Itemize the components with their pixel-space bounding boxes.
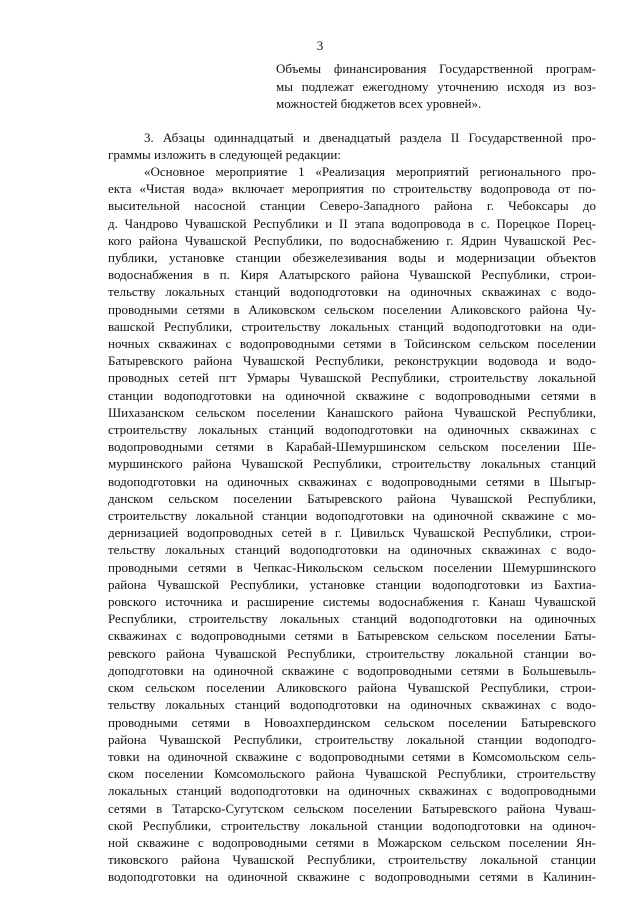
text-line: проводными сетями в Чепкас-Никольском сельском поселении Шемуршинского bbox=[108, 559, 596, 575]
text-line: вашской Республики, строительству локальных станций водоподготовки на оди- bbox=[108, 318, 596, 334]
text-line: района Чувашской Республики, строительству локальной станции водоподго- bbox=[108, 731, 596, 747]
text-line: тельству локальных станций водоподготовки на одиночных скважинах с водо- bbox=[108, 284, 596, 300]
text-line: Республики, строительству локальных станций водоподготовки на одиночных bbox=[108, 611, 596, 627]
text-line: публики, установке станции обезжелезивания воды и модернизации объектов bbox=[108, 250, 596, 266]
text-line: скважинах с водопроводными сетями в Батыревском сельском поселении Баты- bbox=[108, 628, 596, 644]
quoted-paragraph bbox=[276, 60, 596, 113]
text-line: тельству локальных станций водоподготовки на одиночных скважинах с водо- bbox=[108, 542, 596, 558]
text-line: станции водоподготовки на одиночной скважине с водопроводными сетями в bbox=[108, 387, 596, 403]
text-line: ском сельском поселении Аликовского района Чувашской Республики, строи- bbox=[108, 680, 596, 696]
text-line: водоподготовки на одиночных скважинах с водопроводными сетями в Шыгыр- bbox=[108, 473, 596, 489]
text-line: локальных станций водоподготовки на одиночных скважинах с водопроводными bbox=[108, 783, 596, 799]
text-line: проводных сетей пгт Урмары Чувашской Республики, строительству локальной bbox=[108, 370, 596, 386]
text-line: Батыревского района Чувашской Республики, реконструкции водовода и водо- bbox=[108, 353, 596, 369]
text-line: ревского района Чувашской Республики, строительству локальной станции во- bbox=[108, 645, 596, 661]
text-line: проводными сетями в Новоахпердинском сельском поселении Батыревского bbox=[108, 714, 596, 730]
text-line: проводными сетями в Аликовском сельском поселении Аликовского района Чу- bbox=[108, 301, 596, 317]
text-line: ночных скважинах с водопроводными сетями в Тойсинском сельском поселении bbox=[108, 336, 596, 352]
text-line: доподготовки на одиночной скважине с водопроводными сетями в Большевыль- bbox=[108, 662, 596, 678]
text-line: данском сельском поселении Батыревского района Чувашской Республики, bbox=[108, 490, 596, 506]
text-line: водопроводными сетями в Карабай-Шемуршинском сельском поселении Ше- bbox=[108, 439, 596, 455]
text-line: можностей бюджетов всех уровней». bbox=[276, 96, 482, 111]
text-line: «Основное мероприятие 1 «Реализация мероприятий регионального про- bbox=[144, 164, 596, 179]
text-line: 3. Абзацы одиннадцатый и двенадцатый раздела II Государственной про- bbox=[144, 130, 596, 145]
text-line: строительству локальной станции водоподготовки на одиночной скважине с мо- bbox=[108, 508, 596, 524]
intro-paragraph bbox=[108, 129, 596, 163]
text-line: тиковского района Чувашской Республики, строительству локальной станции bbox=[108, 852, 596, 868]
page-number: 3 bbox=[316, 38, 324, 53]
text-line: высительной насосной станции Северо-Западного района г. Чебоксары до bbox=[108, 198, 596, 214]
text-line: мы подлежат ежегодному уточнению исходя из воз- bbox=[276, 78, 596, 94]
text-line: строительству локальных станций водоподготовки на одиночных скважинах с bbox=[108, 422, 596, 438]
text-line: ровского источника и расширение системы водоснабжения г. Канаш Чувашской bbox=[108, 594, 596, 610]
text-line: муршинского района Чувашской Республики, строительству локальных станций bbox=[108, 456, 596, 472]
text-line: водоснабжения в п. Киря Алатырского района Чувашской Республики, строи- bbox=[108, 267, 596, 283]
text-line: ской Республики, строительству локальной станции водоподготовки на одиноч- bbox=[108, 817, 596, 833]
text-line: Шихазанском сельском поселении Канашского района Чувашской Республики, bbox=[108, 404, 596, 420]
text-line: Объемы финансирования Государственной програм- bbox=[276, 61, 596, 76]
text-line: водоподготовки на одиночной скважине с водопроводными сетями в Калинин- bbox=[108, 869, 596, 885]
text-line: района Чувашской Республики, установке станции водоподготовки из Бахтиа- bbox=[108, 576, 596, 592]
text-line: кого района Чувашской Республики, по водоснабжению г. Ядрин Чувашской Рес- bbox=[108, 232, 596, 248]
text-line: сетями в Татарско-Сугутском сельском поселении Батыревского района Чуваш- bbox=[108, 800, 596, 816]
text-line: граммы изложить в следующей редакции: bbox=[108, 147, 341, 162]
main-paragraph bbox=[108, 163, 596, 886]
text-line: д. Чандрово Чувашской Республики и II этапа водопровода в с. Порецкое Порец- bbox=[108, 215, 596, 231]
text-line: товки на одиночной скважине с водопроводными сетями в Комсомольском сель- bbox=[108, 748, 596, 764]
text-line: ском поселении Комсомольского района Чувашской Республики, строительству bbox=[108, 766, 596, 782]
text-line: екта «Чистая вода» включает мероприятия по строительству водопровода от по- bbox=[108, 181, 596, 197]
text-line: ной скважине с водопроводными сетями в Можарском сельском поселении Ян- bbox=[108, 834, 596, 850]
text-line: дернизацией водопроводных сетей в г. Цивильск Чувашской Республики, строи- bbox=[108, 525, 596, 541]
text-line: тельству локальных станций водоподготовки на одиночных скважинах с водо- bbox=[108, 697, 596, 713]
